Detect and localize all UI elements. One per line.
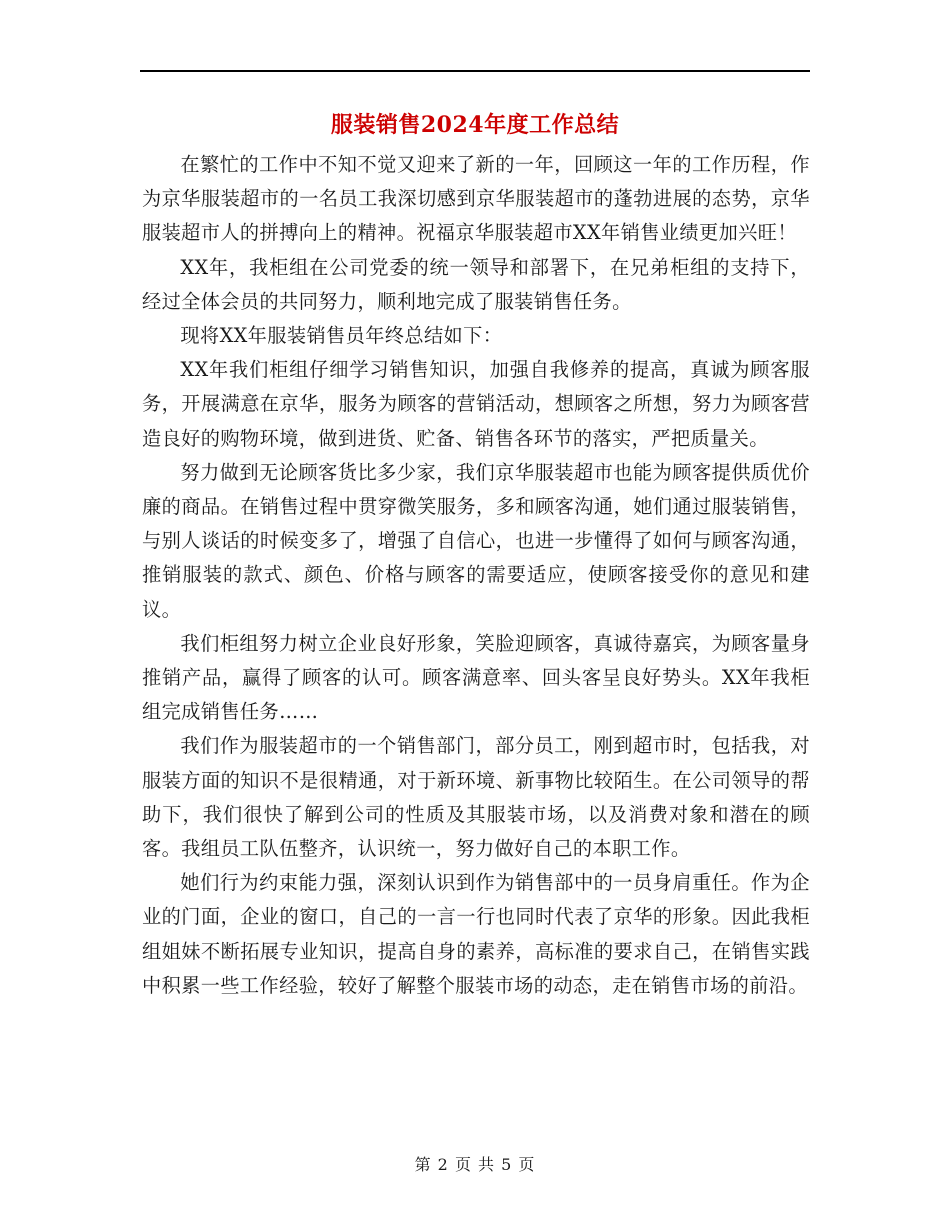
header-rule (140, 70, 810, 72)
paragraph-6: 我们柜组努力树立企业良好形象，笑脸迎顾客，真诚待嘉宾，为顾客量身推销产品，赢得了顾客的认可。顾客满意率、回头客呈良好势头。XX年我柜组完成销售任务…… (142, 631, 810, 724)
document-body (142, 148, 810, 1003)
paragraph-5: 努力做到无论顾客货比多少家，我们京华服装超市也能为顾客提供质优价廉的商品。在销售过程中贯穿微笑服务，多和顾客沟通，她们通过服装销售，与别人谈话的时候变多了，增强了自信心，也进一步懂得了如何与顾客沟通，推销服装的款式、颜色、价格与顾客的需要适应，使顾客接受你的意见和建议。 (142, 460, 810, 621)
paragraph-8: 她们行为约束能力强，深刻认识到作为销售部中的一员身肩重任。作为企业的门面，企业的窗口，自己的一言一行也同时代表了京华的形象。因此我柜组姐妹不断拓展专业知识，提高自身的素养，高标准的要求自己，在销售实践中积累一些工作经验，较好了解整个服装市场的动态，走在销售市场的前沿。 (142, 871, 810, 997)
page-number-footer: 第 2 页 共 5 页 (414, 1155, 536, 1174)
paragraph-3: 现将XX年服装销售员年终总结如下： (180, 324, 503, 348)
paragraph-2: XX年，我柜组在公司党委的统一领导和部署下，在兄弟柜组的支持下，经过全体会员的共同努力，顺利地完成了服装销售任务。 (142, 255, 810, 313)
paragraph-7: 我们作为服装超市的一个销售部门，部分员工，刚到超市时，包括我，对服装方面的知识不是很精通，对于新环境、新事物比较陌生。在公司领导的帮助下，我们很快了解到公司的性质及其服装市场，以及消费对象和潜在的顾客。我组员工队伍整齐，认识统一，努力做好自己的本职工作。 (142, 734, 810, 861)
paragraph-4: XX年我们柜组仔细学习销售知识，加强自我修养的提高，真诚为顾客服务，开展满意在京华，服务为顾客的营销活动，想顾客之所想，努力为顾客营造良好的购物环境，做到进货、贮备、销售各环节的落实，严把质量关。 (142, 358, 810, 450)
document-title: 服装销售2024年度工作总结 (330, 112, 620, 138)
paragraph-1: 在繁忙的工作中不知不觉又迎来了新的一年，回顾这一年的工作历程，作为京华服装超市的一名员工我深切感到京华服装超市的蓬勃进展的态势，京华服装超市人的拼搏向上的精神。祝福京华服装超市XX年销售业绩更加兴旺！ (142, 153, 810, 245)
